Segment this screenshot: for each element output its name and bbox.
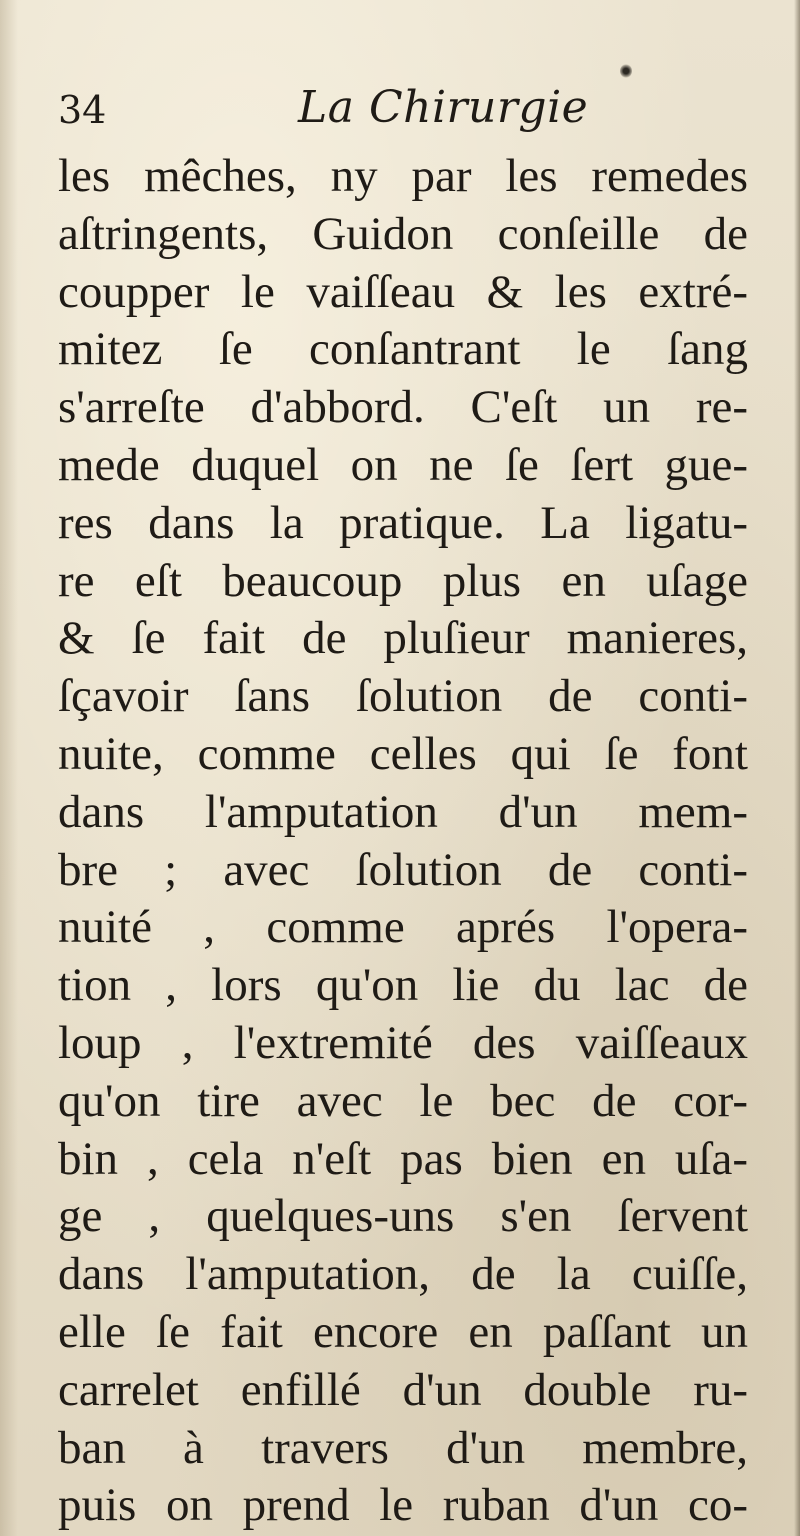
text-line: tion , lors qu'on lie du lac de xyxy=(58,959,748,1012)
text-line: carrelet enfillé d'un double ru- xyxy=(58,1363,748,1416)
page-number: 34 xyxy=(58,88,107,132)
text-line: & ſe fait de pluſieur manieres, xyxy=(58,612,748,665)
text-line: mitez ſe conſantrant le ſang xyxy=(58,323,748,376)
text-line: bre ; avec ſolution de conti- xyxy=(58,843,748,896)
body-text xyxy=(58,148,748,1535)
running-head: La Chirurgie xyxy=(298,82,589,133)
text-line: elle ſe fait encore en paſſant un xyxy=(58,1305,748,1358)
text-line: dans l'amputation, de la cuiſſe, xyxy=(58,1248,748,1301)
page-edge-shadow xyxy=(794,0,800,1536)
text-line: nuité , comme aprés l'opera- xyxy=(58,901,748,954)
page-header xyxy=(58,82,748,144)
text-line: nuite, comme celles qui ſe font xyxy=(58,727,748,780)
text-line: bin , cela n'eſt pas bien en uſa- xyxy=(58,1132,748,1185)
text-line: aſtringents, Guidon conſeille de xyxy=(58,207,748,260)
text-line: ſçavoir ſans ſolution de conti- xyxy=(58,670,748,723)
text-line: coupper le vaiſſeau & les extré- xyxy=(58,265,748,318)
page-gutter-shadow xyxy=(0,0,18,1536)
text-line: puis on prend le ruban d'un co- xyxy=(58,1479,748,1532)
text-line: re eſt beaucoup plus en uſage xyxy=(58,554,748,607)
text-line: ban à travers d'un membre, xyxy=(58,1421,748,1474)
text-line: s'arreſte d'abbord. C'eſt un re- xyxy=(58,381,748,434)
text-line: ge , quelques-uns s'en ſervent xyxy=(58,1190,748,1243)
ink-spot xyxy=(620,64,632,78)
text-line: qu'on tire avec le bec de cor- xyxy=(58,1074,748,1127)
text-line: res dans la pratique. La ligatu- xyxy=(58,496,748,549)
text-line: les mêches, ny par les remedes xyxy=(58,150,748,202)
text-line: mede duquel on ne ſe ſert gue- xyxy=(58,438,748,491)
text-line: dans l'amputation d'un mem- xyxy=(58,785,748,838)
text-line: loup , l'extremité des vaiſſeaux xyxy=(58,1016,748,1069)
